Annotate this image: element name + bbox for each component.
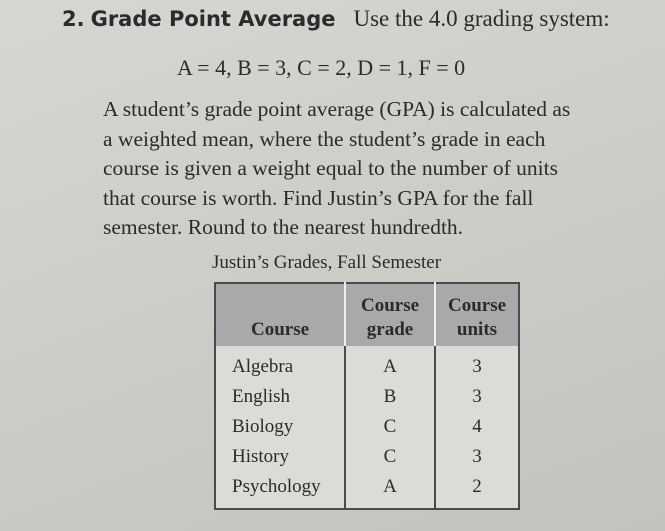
problem-instruction: Use the 4.0 grading system: <box>353 6 610 31</box>
units-cell: 3 <box>435 382 519 412</box>
units-cell: 4 <box>435 412 519 442</box>
course-cell: English <box>215 382 345 412</box>
grades-table <box>214 282 520 510</box>
table-row <box>215 412 519 442</box>
header-grade <box>345 283 435 346</box>
grade-cell: C <box>345 412 435 442</box>
problem-text-line: semester. Round to the nearest hundredth. <box>103 215 464 239</box>
header-units <box>435 283 519 346</box>
header-grade-line2: grade <box>366 319 414 340</box>
problem-text-line: A student’s grade point average (GPA) is calculated as <box>103 97 571 121</box>
problem-text <box>103 95 623 243</box>
course-cell: Psychology <box>215 472 345 509</box>
problem-title: Grade Point Average <box>90 7 336 31</box>
problem-number: 2. <box>62 7 85 31</box>
course-cell: Algebra <box>215 346 345 382</box>
units-cell: 3 <box>435 346 519 382</box>
table-caption: Justin’s Grades, Fall Semester <box>212 252 442 273</box>
units-cell: 3 <box>435 442 519 472</box>
table-row <box>215 442 519 472</box>
grade-cell: B <box>345 382 435 412</box>
grade-cell: C <box>345 442 435 472</box>
problem-text-line: course is given a weight equal to the number of units <box>103 156 558 180</box>
table-header-row <box>215 283 519 346</box>
table-row <box>215 346 519 382</box>
units-cell: 2 <box>435 472 519 509</box>
course-cell: History <box>215 442 345 472</box>
header-course <box>215 283 345 346</box>
problem-text-line: that course is worth. Find Justin’s GPA for the fall <box>103 185 534 210</box>
grade-cell: A <box>345 346 435 382</box>
table-row <box>215 472 519 509</box>
header-course-label: Course <box>250 319 310 340</box>
grading-formula: A = 4, B = 3, C = 2, D = 1, F = 0 <box>177 55 466 80</box>
grade-cell: A <box>345 472 435 509</box>
header-units-line2: units <box>456 319 498 340</box>
table-row <box>215 382 519 412</box>
problem-text-line: a weighted mean, where the student’s grade in each <box>103 126 546 151</box>
problem-heading <box>62 6 610 32</box>
course-cell: Biology <box>215 412 345 442</box>
header-grade-line1: Course <box>360 295 420 316</box>
header-units-line1: Course <box>447 295 507 316</box>
